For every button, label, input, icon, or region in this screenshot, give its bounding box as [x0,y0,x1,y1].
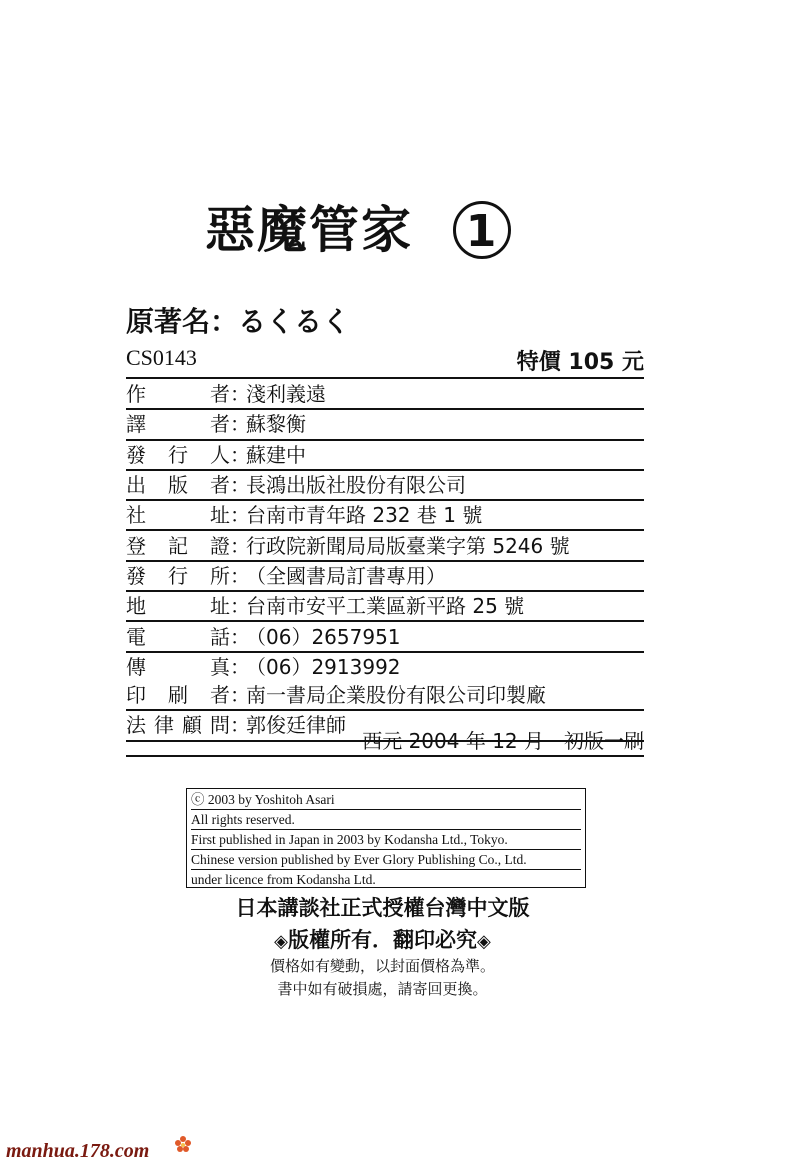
credit-colon: ： [230,563,250,588]
credit-label [126,623,230,651]
book-title [205,190,511,263]
credit-value: 台南市安平工業區新平路 25 號 [246,594,525,619]
publication-date: 西元 2004 年 12 月 初版一刷 [126,727,644,757]
credit-label-char: 所 [210,563,230,588]
credit-label-char: 者 [210,382,230,407]
credit-label-char: 印 [126,683,146,708]
credit-label-char: 電 [126,624,146,649]
credit-label [126,380,230,408]
credit-label-char: 者 [210,683,230,708]
credit-row [126,441,644,471]
credit-label-char: 址 [210,594,230,619]
credit-value: （06）2913992 [246,654,401,679]
title-text: 惡魔管家 [205,201,413,259]
credit-label [126,441,230,469]
credit-value: 行政院新聞局局版臺業字第 5246 號 [246,533,570,558]
credit-label-char: 出 [126,473,146,498]
credit-label [126,592,230,620]
credit-row [126,380,644,410]
credit-colon: ： [230,624,250,649]
credit-label-char: 者 [210,412,230,437]
credit-row [126,501,644,531]
price: 特價 105 元 [516,350,644,375]
original-title: 原著名：るくるく [126,305,351,338]
credit-colon: ： [230,503,250,528]
credit-label [126,653,230,681]
credit-label-char: 社 [126,503,146,528]
credit-label-char: 傳 [126,654,146,679]
credit-value: 長鴻出版社股份有限公司 [246,473,466,498]
credit-label-char: 顧 [182,713,202,738]
copyright-line: Chinese version published by Ever Glory Publishing Co., Ltd. [191,850,581,870]
copyright-box [186,788,586,888]
credit-label [126,471,230,499]
credit-label-char: 行 [168,442,188,467]
credit-colon: ： [230,594,250,619]
credit-label-char: 問 [210,713,230,738]
credit-row [126,410,644,440]
credit-value: 南一書局企業股份有限公司印製廠 [246,683,546,708]
credit-colon: ： [230,654,250,679]
credit-label [126,501,230,529]
credit-label-char: 法 [126,713,146,738]
credit-label-char: 發 [126,563,146,588]
credit-row [126,592,644,622]
credit-row [126,622,644,652]
credits-list [126,380,644,742]
credit-row [126,531,644,561]
catalog-code: CS0143 [126,345,197,370]
copyright-line: All rights reserved. [191,810,581,830]
credit-colon: ： [230,382,250,407]
code-price-bar [126,345,644,379]
copyright-line: First published in Japan in 2003 by Kodansha Ltd., Tokyo. [191,830,581,850]
flower-icon [174,1135,192,1153]
credit-label-char: 刷 [168,683,188,708]
diamond-icon: ◈ [274,931,288,952]
credit-colon: ： [230,533,250,558]
diamond-icon: ◈ [477,931,491,952]
price-note: 價格如有變動，以封面價格為準。 [269,957,495,975]
copyright-line: under licence from Kodansha Ltd. [191,872,376,887]
credit-label-char: 律 [154,713,174,738]
credit-row [126,653,644,681]
credit-colon: ： [230,442,250,467]
credit-row [126,681,644,711]
credit-colon: ： [230,412,250,437]
volume-badge: 1 [453,201,511,259]
credit-value: 台南市青年路 232 巷 1 號 [246,503,483,528]
credit-label-char: 址 [210,503,230,528]
damage-note: 書中如有破損處，請寄回更換。 [277,980,488,998]
credit-label [126,410,230,438]
credit-label-char: 真 [210,654,230,679]
credit-value: （06）2657951 [246,624,401,649]
credit-value: 蘇建中 [246,442,306,467]
credit-label-char: 話 [210,624,230,649]
credit-label [126,562,230,590]
credit-label-char: 發 [126,442,146,467]
credit-label-char: 譯 [126,412,146,437]
credit-row [126,562,644,592]
credit-label-char: 人 [210,442,230,467]
credit-label-char: 證 [210,533,230,558]
credit-colon: ： [230,683,250,708]
credit-label-char: 記 [168,533,188,558]
copyright-line: ⓒ 2003 by Yoshitoh Asari [191,790,581,810]
credit-value: 郭俊廷律師 [246,713,346,738]
credit-label-char: 作 [126,382,146,407]
rights-notice [210,924,555,954]
credit-value: 淺利義遠 [246,382,326,407]
watermark: manhua.178.com [6,1140,150,1162]
credit-label-char: 行 [168,563,188,588]
credit-label-char: 版 [168,473,188,498]
authorization-notice: 日本講談社正式授權台灣中文版 [235,896,530,920]
credit-label-char: 者 [210,473,230,498]
rights-text: 版權所有．翻印必究 [288,928,477,952]
credit-value: 蘇黎衡 [246,412,306,437]
credit-colon: ： [230,473,250,498]
credit-row [126,471,644,501]
credit-label-char: 地 [126,594,146,619]
credit-label-char: 登 [126,533,146,558]
credit-label [126,532,230,560]
credit-colon: ： [230,713,250,738]
credit-value: （全國書局訂書專用） [246,563,446,588]
credit-label [126,681,230,709]
